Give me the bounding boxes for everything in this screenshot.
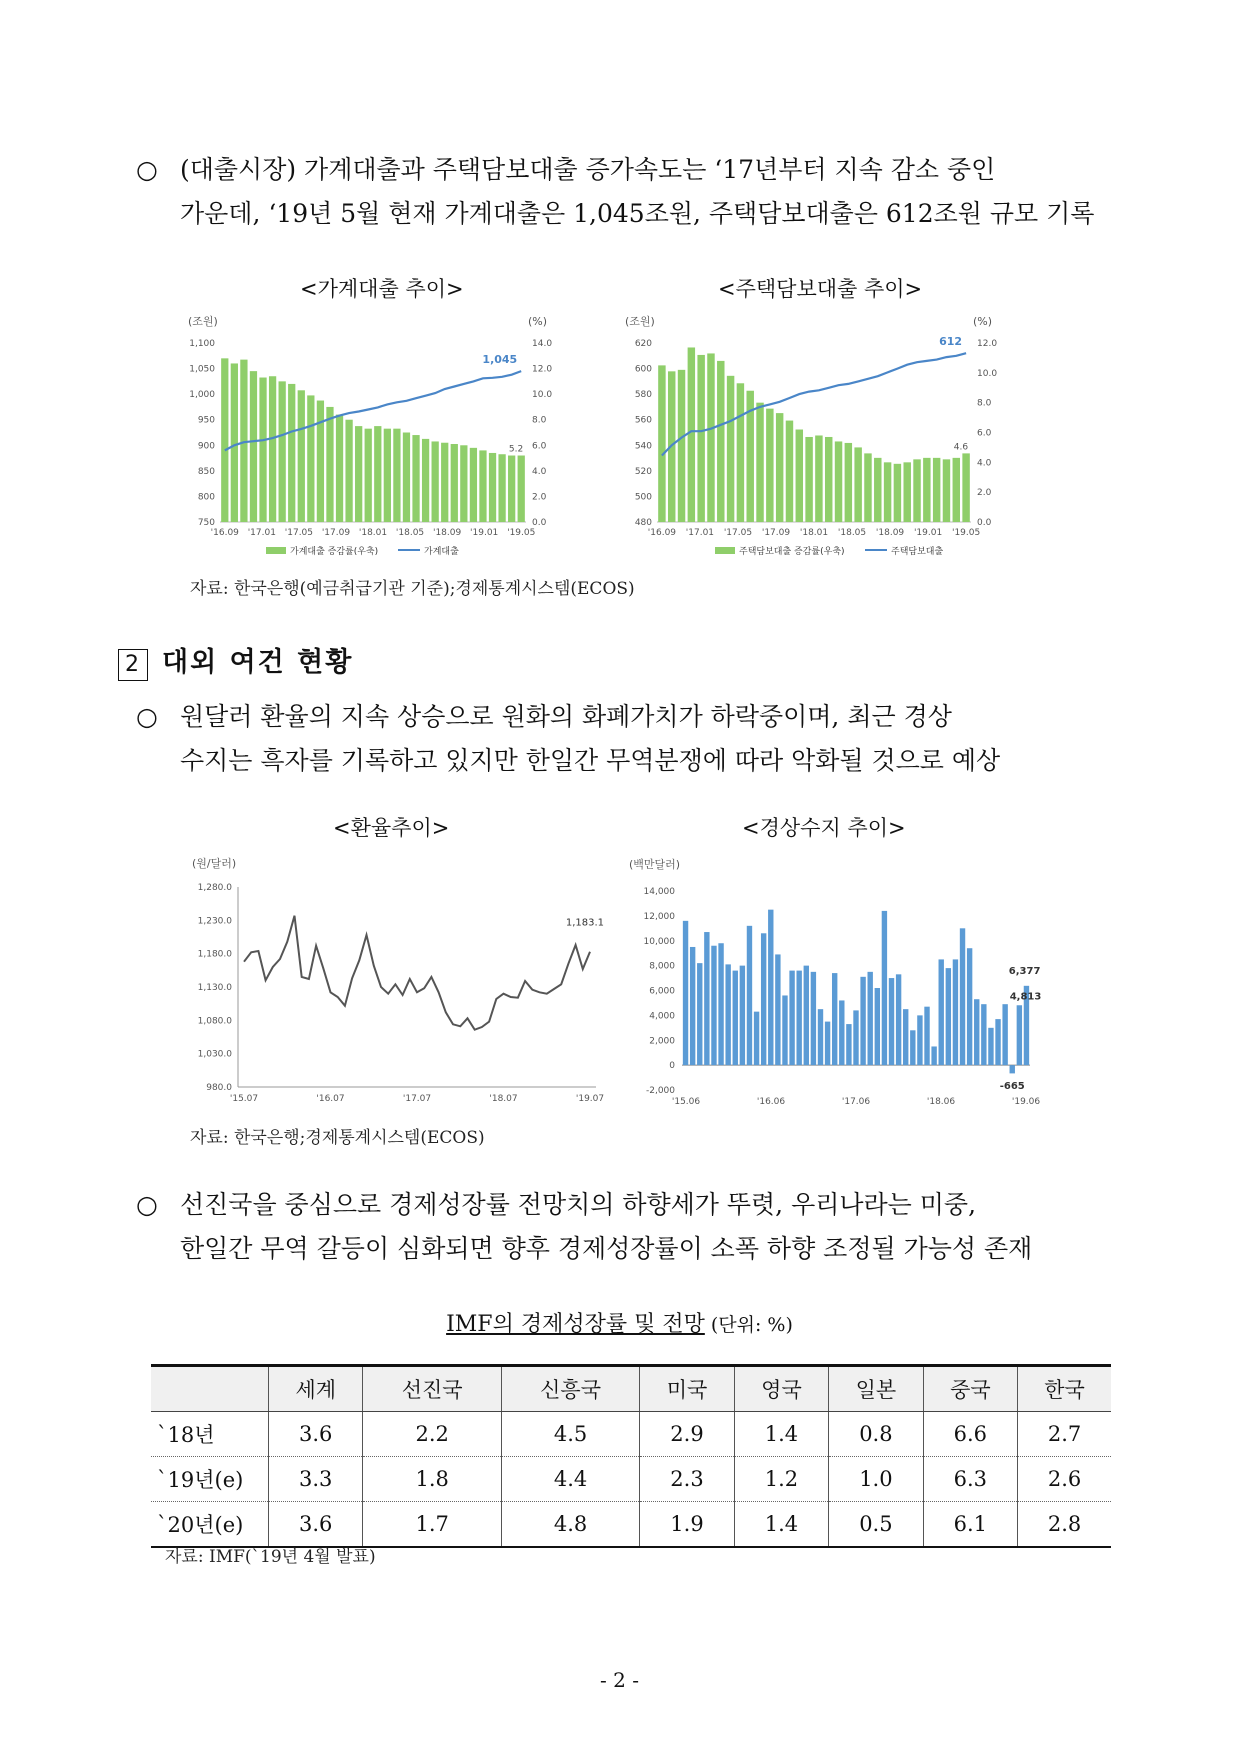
x-tick-label: '16.07	[316, 1094, 345, 1104]
bar	[1002, 1004, 1007, 1065]
section-header	[118, 640, 353, 681]
x-tick-label: '17.07	[402, 1094, 432, 1104]
bar	[725, 964, 730, 1065]
axis-unit-right: (%)	[973, 315, 993, 328]
bar	[786, 421, 793, 522]
table-cell: 0.5	[829, 1502, 923, 1548]
tick-label-right: 12.0	[977, 339, 998, 349]
table-cell: 1.9	[640, 1502, 734, 1548]
paragraph-line: 가운데, ‘19년 5월 현재 가계대출은 1,045조원, 주택담보대출은 612조원 규모 기록	[180, 199, 1095, 228]
bar	[747, 926, 752, 1065]
bar	[775, 954, 780, 1065]
table-cell: 3.6	[269, 1412, 363, 1457]
bar	[896, 974, 901, 1065]
tick-label: 1,280.0	[197, 883, 232, 893]
data-label: 4,813	[1009, 991, 1042, 1003]
x-tick-label: '18.01	[358, 528, 388, 538]
table-cell: 2.9	[640, 1412, 734, 1457]
data-label: 4.6	[953, 442, 969, 453]
bar	[508, 456, 515, 522]
bar	[782, 995, 787, 1065]
bar	[326, 407, 333, 522]
bar	[931, 1046, 936, 1065]
bar	[489, 453, 496, 522]
tick-label: 2,000	[649, 1036, 675, 1047]
bar	[804, 966, 809, 1066]
x-tick-label: '19.06	[1011, 1097, 1041, 1107]
x-tick-label: '18.06	[926, 1097, 956, 1107]
bar	[761, 933, 766, 1065]
tick-label-left: 540	[634, 441, 652, 452]
table-cell: 1.2	[734, 1457, 828, 1502]
axis-unit-right: (%)	[528, 315, 548, 328]
bar	[943, 459, 950, 522]
table-source: 자료: IMF(`19년 4월 발표)	[165, 1547, 376, 1567]
bar	[962, 453, 969, 522]
table-corner	[151, 1366, 269, 1412]
tick-label-left: 850	[197, 466, 215, 477]
bar	[412, 435, 419, 522]
bar	[697, 355, 704, 522]
table-cell: 0.8	[829, 1412, 923, 1457]
bar	[336, 415, 343, 522]
legend-label: 주택담보대출	[891, 547, 944, 557]
section-number: 2	[118, 649, 148, 681]
bar	[924, 1007, 929, 1065]
data-label: 612	[939, 335, 963, 349]
bar	[953, 458, 960, 522]
tick-label: 980.0	[206, 1083, 232, 1093]
x-tick-label: '19.01	[470, 528, 499, 538]
bar	[374, 426, 381, 522]
bar	[981, 1004, 986, 1065]
x-tick-label: '17.01	[685, 528, 715, 538]
bar	[995, 1019, 1000, 1065]
tick-label-right: 8.0	[977, 398, 992, 409]
tick-label-left: 1,050	[189, 364, 215, 375]
x-tick-label: '18.09	[875, 528, 905, 538]
bar	[756, 403, 763, 522]
tick-label: 12,000	[643, 911, 675, 922]
chart-caption-mortgage-loan: <주택담보대출 추이>	[718, 277, 923, 301]
bar	[882, 911, 887, 1065]
bar	[365, 429, 372, 522]
bar	[796, 971, 801, 1066]
bar	[903, 462, 910, 522]
table-cell: 3.6	[269, 1502, 363, 1548]
table-header: 세계	[269, 1366, 363, 1412]
legend-label: 가계대출 증감률(우축)	[290, 547, 379, 557]
x-tick-label: '15.07	[229, 1094, 259, 1104]
bar	[910, 1030, 915, 1065]
table-header: 한국	[1018, 1366, 1111, 1412]
table-header: 일본	[829, 1366, 923, 1412]
table-header: 미국	[640, 1366, 734, 1412]
tick-label-left: 950	[197, 415, 215, 426]
x-tick-label: '16.09	[210, 528, 239, 538]
bar	[766, 409, 773, 522]
bar	[825, 1022, 830, 1066]
x-tick-label: '19.05	[951, 528, 981, 538]
tick-label: 1,180.0	[197, 949, 232, 960]
tick-label-left: 500	[634, 492, 652, 503]
tick-label-right: 6.0	[977, 428, 992, 439]
tick-label: 1,030.0	[197, 1049, 232, 1060]
bar	[1010, 1065, 1015, 1073]
tick-label-right: 6.0	[532, 441, 547, 452]
table-cell: 4.8	[501, 1502, 639, 1548]
tick-label-left: 620	[634, 339, 652, 349]
bar	[974, 999, 979, 1065]
bar	[776, 413, 783, 522]
bar	[768, 910, 773, 1065]
table-cell: 1.4	[734, 1412, 828, 1457]
bar	[298, 390, 305, 522]
tick-label-left: 480	[634, 518, 652, 528]
bar	[815, 435, 822, 522]
bar	[860, 977, 865, 1065]
x-tick-label: '18.07	[489, 1094, 518, 1104]
paragraph-line: (대출시장) 가계대출과 주택담보대출 증가속도는 ‘17년부터 지속 감소 중인	[180, 155, 996, 184]
bar	[988, 1028, 993, 1065]
bullet-icon: ○	[136, 155, 158, 184]
tick-label-left: 520	[634, 466, 652, 477]
table-header: 신흥국	[501, 1366, 639, 1412]
bullet-icon: ○	[136, 702, 158, 731]
bar	[933, 458, 940, 522]
table-cell: 6.1	[923, 1502, 1017, 1548]
bar	[460, 445, 467, 522]
tick-label: 8,000	[649, 961, 675, 972]
bar	[796, 430, 803, 522]
bar	[518, 456, 525, 522]
tick-label-right: 10.0	[532, 390, 553, 401]
tick-label-left: 1,100	[189, 339, 215, 349]
x-tick-label: '18.05	[837, 528, 867, 538]
bar	[269, 376, 276, 522]
data-label: -665	[999, 1081, 1025, 1093]
bar	[835, 441, 842, 522]
table-unit: (단위: %)	[704, 1314, 793, 1336]
data-label: 1,183.1	[565, 917, 604, 929]
table-cell: 2.8	[1018, 1502, 1111, 1548]
tick-label-left: 1,000	[189, 390, 215, 401]
bar	[939, 959, 944, 1065]
tick-label: 6,000	[649, 986, 675, 997]
data-label: 1,045	[482, 353, 518, 367]
bar	[839, 1000, 844, 1065]
table-cell: 6.6	[923, 1412, 1017, 1457]
data-label: 5.2	[508, 444, 524, 455]
chart-current-account	[625, 855, 1045, 1115]
table-header: 중국	[923, 1366, 1017, 1412]
chart-caption-household-loan: <가계대출 추이>	[300, 277, 464, 301]
chart-mortgage-loan	[625, 315, 1035, 560]
tick-label-right: 2.0	[532, 492, 547, 503]
tick-label: -2,000	[645, 1086, 675, 1096]
bar	[683, 921, 688, 1065]
bar	[658, 365, 665, 522]
table-cell: 1.8	[363, 1457, 501, 1502]
bar	[240, 360, 247, 522]
axis-unit-left: (조원)	[625, 315, 655, 328]
bar	[903, 1009, 908, 1065]
source-note: 자료: 한국은행(예금취급기관 기준);경제통계시스템(ECOS)	[190, 579, 635, 599]
bar	[727, 376, 734, 522]
bar	[250, 371, 257, 522]
bar	[704, 932, 709, 1065]
bar	[432, 441, 439, 522]
bar	[479, 450, 486, 522]
tick-label: 0	[669, 1061, 675, 1072]
table-cell: 6.3	[923, 1457, 1017, 1502]
bar	[718, 943, 723, 1065]
bar	[279, 381, 286, 522]
page-number: - 2 -	[600, 1668, 639, 1692]
paragraph-line: 선진국을 중심으로 경제성장률 전망치의 하향세가 뚜렷, 우리나라는 미중,	[180, 1190, 977, 1219]
paragraph-line: 수지는 흑자를 기록하고 있지만 한일간 무역분쟁에 따라 악화될 것으로 예상	[180, 746, 1001, 775]
bar	[953, 959, 958, 1065]
table-cell: 1.4	[734, 1502, 828, 1548]
tick-label-left: 800	[197, 492, 215, 503]
bar	[393, 429, 400, 522]
bar	[917, 1015, 922, 1065]
bar	[711, 946, 716, 1065]
data-label: 6,377	[1008, 965, 1041, 977]
bar	[498, 454, 505, 522]
bar	[845, 443, 852, 522]
imf-growth-table	[151, 1364, 1111, 1548]
bar	[913, 459, 920, 522]
x-tick-label: '17.05	[284, 528, 314, 538]
bar	[733, 971, 738, 1066]
table-row	[151, 1412, 1111, 1457]
bar	[422, 439, 429, 522]
series-line	[244, 916, 590, 1030]
section-title: 대외 여건 현황	[162, 647, 354, 678]
bar	[818, 1009, 823, 1065]
table-cell: 2.3	[640, 1457, 734, 1502]
bar	[678, 370, 685, 522]
bar	[854, 447, 861, 522]
bar	[894, 464, 901, 522]
bar	[470, 448, 477, 522]
bar	[875, 988, 880, 1065]
bar	[355, 426, 362, 522]
legend-label: 주택담보대출 증감률(우축)	[739, 547, 845, 557]
bar	[946, 968, 951, 1065]
bar	[825, 437, 832, 522]
bar	[832, 973, 837, 1065]
paragraph-line: 원달러 환율의 지속 상승으로 원화의 화폐가치가 하락중이며, 최근 경상	[180, 702, 952, 731]
x-tick-label: '15.06	[671, 1097, 701, 1107]
table-cell: 1.0	[829, 1457, 923, 1502]
source-note: 자료: 한국은행;경제통계시스템(ECOS)	[190, 1128, 485, 1148]
bar	[811, 972, 816, 1065]
bar	[846, 1024, 851, 1065]
axis-unit-left: (조원)	[188, 315, 218, 328]
legend-label: 가계대출	[424, 547, 459, 557]
x-tick-label: '17.05	[723, 528, 753, 538]
bar	[874, 458, 881, 522]
tick-label-right: 2.0	[977, 488, 992, 499]
bar	[221, 358, 228, 522]
table-row	[151, 1502, 1111, 1548]
table-cell: 2.6	[1018, 1457, 1111, 1502]
tick-label-right: 0.0	[532, 518, 547, 528]
bar	[884, 462, 891, 522]
chart-exchange-rate	[188, 855, 608, 1115]
tick-label-left: 560	[634, 415, 652, 426]
legend-swatch-bar	[715, 547, 735, 554]
bar	[707, 353, 714, 522]
x-tick-label: '19.05	[507, 528, 536, 538]
x-tick-label: '17.06	[841, 1097, 871, 1107]
table-cell: 4.5	[501, 1412, 639, 1457]
table-title	[0, 1307, 1239, 1338]
bar	[967, 948, 972, 1065]
x-tick-label: '18.05	[395, 528, 425, 538]
bar	[868, 972, 873, 1065]
x-tick-label: '16.09	[647, 528, 677, 538]
tick-label-left: 750	[197, 518, 215, 528]
tick-label-left: 600	[634, 364, 652, 375]
table-header: 선진국	[363, 1366, 501, 1412]
paragraph-line: 한일간 무역 갈등이 심화되면 향후 경제성장률이 소폭 하향 조정될 가능성 존재	[180, 1234, 1033, 1263]
bar	[451, 444, 458, 522]
tick-label-right: 8.0	[532, 415, 547, 426]
tick-label: 14,000	[643, 887, 675, 897]
axis-unit: (원/달러)	[192, 857, 237, 870]
table-header: 영국	[734, 1366, 828, 1412]
tick-label: 1,080.0	[197, 1016, 232, 1027]
x-tick-label: '17.09	[761, 528, 791, 538]
row-label: `18년	[151, 1412, 269, 1457]
bar	[307, 395, 314, 522]
bar	[923, 458, 930, 522]
bar	[737, 383, 744, 522]
table-cell: 4.4	[501, 1457, 639, 1502]
table-cell: 2.7	[1018, 1412, 1111, 1457]
bar	[717, 361, 724, 522]
tick-label: 1,130.0	[197, 983, 232, 993]
x-tick-label: '19.01	[913, 528, 943, 538]
tick-label-right: 4.0	[532, 466, 547, 477]
chart-caption-current-account: <경상수지 추이>	[742, 816, 906, 840]
row-label: `19년(e)	[151, 1457, 269, 1502]
tick-label-right: 0.0	[977, 518, 992, 528]
bar	[697, 963, 702, 1065]
tick-label-left: 580	[634, 390, 652, 401]
table-row	[151, 1457, 1111, 1502]
tick-label-right: 14.0	[532, 339, 553, 349]
table-cell: 2.2	[363, 1412, 501, 1457]
table-cell: 3.3	[269, 1457, 363, 1502]
tick-label-right: 12.0	[532, 364, 553, 375]
bar	[889, 978, 894, 1065]
bar	[853, 1010, 858, 1065]
chart-caption-exchange-rate: <환율추이>	[333, 816, 450, 840]
chart-household-loan	[188, 315, 593, 560]
axis-unit: (백만달러)	[629, 858, 681, 871]
x-tick-label: '18.01	[799, 528, 829, 538]
tick-label-right: 4.0	[977, 458, 992, 469]
bar	[1017, 1005, 1022, 1065]
bar	[345, 420, 352, 522]
bar	[231, 363, 238, 522]
row-label: `20년(e)	[151, 1502, 269, 1548]
bar	[740, 966, 745, 1066]
bar	[403, 433, 410, 523]
bullet-icon: ○	[136, 1190, 158, 1219]
tick-label: 4,000	[649, 1011, 675, 1022]
bar	[688, 347, 695, 522]
tick-label: 10,000	[643, 936, 675, 947]
bar	[384, 429, 391, 522]
bar	[288, 384, 295, 522]
table-cell: 1.7	[363, 1502, 501, 1548]
bar	[789, 971, 794, 1066]
x-tick-label: '19.07	[575, 1094, 605, 1104]
tick-label-right: 10.0	[977, 368, 998, 379]
x-tick-label: '16.06	[756, 1097, 786, 1107]
x-tick-label: '18.09	[432, 528, 462, 538]
tick-label: 1,230.0	[197, 916, 232, 927]
bar	[864, 453, 871, 522]
bar	[754, 1012, 759, 1065]
bar	[441, 443, 448, 522]
x-tick-label: '17.09	[321, 528, 351, 538]
bar	[259, 378, 266, 522]
tick-label-left: 900	[197, 441, 215, 452]
bar	[317, 401, 324, 522]
bar	[805, 437, 812, 522]
bar	[690, 947, 695, 1065]
legend-swatch-bar	[266, 547, 286, 554]
x-tick-label: '17.01	[247, 528, 276, 538]
bar	[960, 928, 965, 1065]
table-title-text: IMF의 경제성장률 및 전망	[446, 1312, 705, 1337]
